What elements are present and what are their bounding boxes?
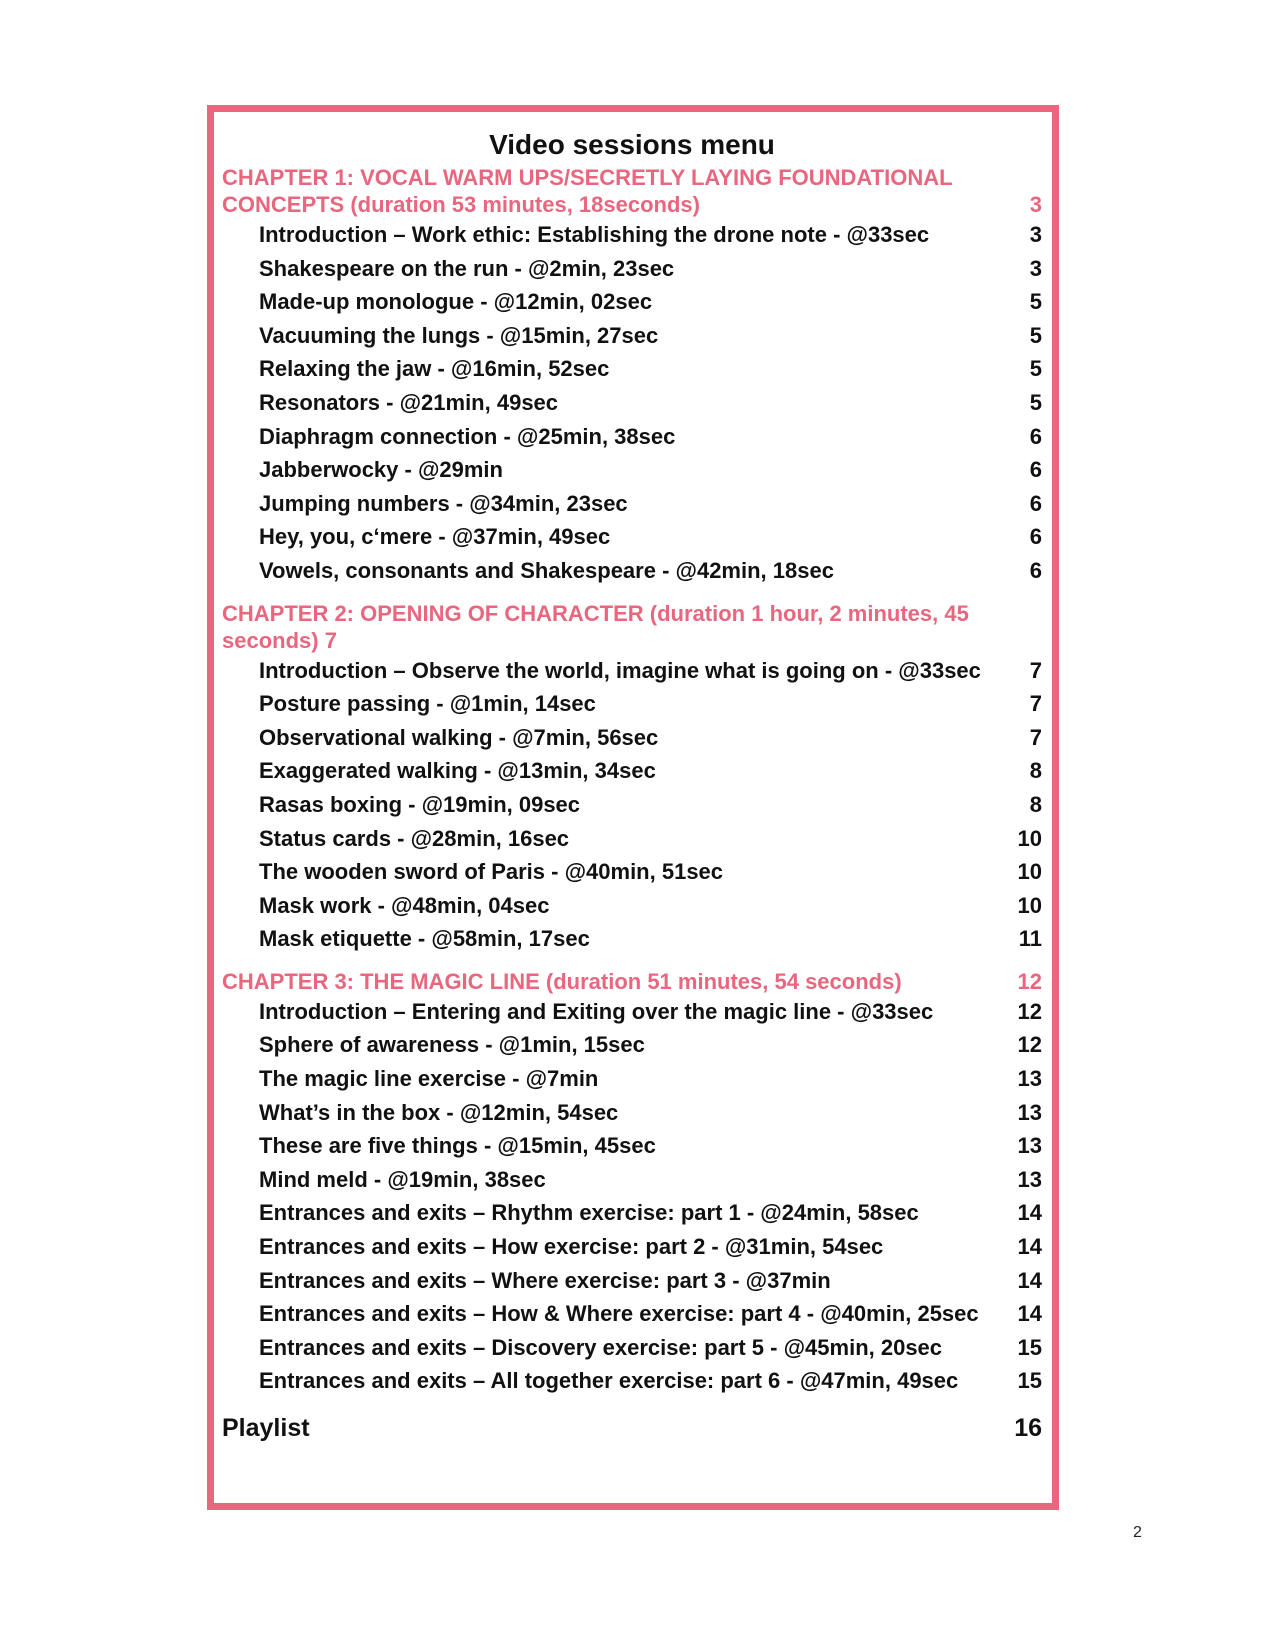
entry-label: Entrances and exits – Discovery exercise: part 5 - @45min, 20sec	[259, 1334, 943, 1360]
toc-entry[interactable]	[222, 721, 1042, 755]
entry-label: Relaxing the jaw - @16min, 52sec	[259, 356, 610, 382]
toc-entry[interactable]	[222, 1264, 1042, 1298]
chapter-page: 3	[1029, 192, 1042, 217]
toc-entry[interactable]	[222, 1230, 1042, 1264]
entry-label: Entrances and exits – Where exercise: part 3 - @37min	[259, 1267, 831, 1293]
entry-page: 6	[1029, 457, 1042, 483]
entry-page: 6	[1029, 557, 1042, 583]
entry-label: These are five things - @15min, 45sec	[259, 1133, 656, 1159]
entry-page: 6	[1029, 524, 1042, 550]
toc-entry[interactable]	[222, 453, 1042, 487]
page-number: 2	[1133, 1524, 1142, 1541]
entry-label: The wooden sword of Paris - @40min, 51sec	[259, 859, 724, 885]
chapter-heading[interactable]	[222, 968, 1042, 995]
entry-label: Vacuuming the lungs - @15min, 27sec	[259, 322, 659, 348]
entry-page: 14	[1017, 1234, 1042, 1260]
entry-page: 3	[1029, 255, 1042, 281]
entry-page: 10	[1017, 825, 1042, 851]
entry-label: Mask work - @48min, 04sec	[259, 892, 550, 918]
chapter-1	[222, 164, 1042, 588]
toc-entry[interactable]	[222, 1096, 1042, 1130]
entry-label: Jumping numbers - @34min, 23sec	[259, 490, 628, 516]
entry-page: 12	[1017, 1032, 1042, 1058]
entry-page: 8	[1029, 758, 1042, 784]
chapter-entries	[222, 995, 1042, 1398]
toc-entry[interactable]	[222, 1297, 1042, 1331]
toc-entry[interactable]	[222, 855, 1042, 889]
entry-label: The magic line exercise - @7min	[259, 1066, 599, 1092]
entry-page: 15	[1017, 1368, 1042, 1394]
entry-page: 13	[1017, 1133, 1042, 1159]
entry-label: Jabberwocky - @29min	[259, 457, 503, 483]
toc-entry[interactable]	[222, 1364, 1042, 1398]
toc-title: Video sessions menu	[489, 129, 775, 160]
toc-entry[interactable]	[222, 386, 1042, 420]
entry-label: Mind meld - @19min, 38sec	[259, 1166, 546, 1192]
entry-page: 6	[1029, 423, 1042, 449]
entry-label: Diaphragm connection - @25min, 38sec	[259, 423, 676, 449]
playlist-entry[interactable]	[222, 1410, 1042, 1446]
toc-entry[interactable]	[222, 922, 1042, 956]
entry-label: What’s in the box - @12min, 54sec	[259, 1099, 619, 1125]
entry-page: 7	[1029, 691, 1042, 717]
toc-entry[interactable]	[222, 889, 1042, 923]
chapter-title: CHAPTER 1: VOCAL WARM UPS/SECRETLY LAYING FOUNDATIONAL CONCEPTS (duration 53 minutes, 18seconds)	[222, 165, 953, 217]
entry-page: 6	[1029, 490, 1042, 516]
entry-page: 13	[1017, 1166, 1042, 1192]
playlist-label: Playlist	[222, 1414, 310, 1442]
entry-label: Rasas boxing - @19min, 09sec	[259, 791, 581, 817]
playlist-page: 16	[1014, 1414, 1042, 1442]
entry-page: 5	[1029, 389, 1042, 415]
entry-page: 10	[1017, 892, 1042, 918]
chapter-title: CHAPTER 3: THE MAGIC LINE (duration 51 minutes, 54 seconds)	[222, 968, 902, 994]
toc-entry[interactable]	[222, 788, 1042, 822]
toc-entry[interactable]	[222, 285, 1042, 319]
chapter-heading[interactable]	[222, 600, 1042, 654]
entry-label: Mask etiquette - @58min, 17sec	[259, 926, 590, 952]
toc-entry[interactable]	[222, 687, 1042, 721]
entry-page: 3	[1029, 222, 1042, 247]
entry-page: 5	[1029, 322, 1042, 348]
chapter-page: 7	[324, 627, 337, 653]
entry-label: Introduction – Entering and Exiting over the magic line - @33sec	[259, 998, 934, 1024]
entry-label: Introduction – Observe the world, imagine what is going on - @33sec	[259, 657, 981, 683]
toc-entry[interactable]	[222, 754, 1042, 788]
entry-page: 12	[1017, 998, 1042, 1024]
entry-page: 7	[1029, 657, 1042, 683]
chapter-2	[222, 600, 1042, 956]
entry-page: 7	[1029, 724, 1042, 750]
entry-page: 14	[1017, 1301, 1042, 1327]
toc-entry[interactable]	[222, 1163, 1042, 1197]
toc-entry[interactable]	[222, 822, 1042, 856]
entry-label: Resonators - @21min, 49sec	[259, 389, 559, 415]
entry-page: 14	[1017, 1200, 1042, 1226]
entry-label: Vowels, consonants and Shakespeare - @42min, 18sec	[259, 557, 834, 583]
entry-page: 8	[1029, 791, 1042, 817]
entry-label: Shakespeare on the run - @2min, 23sec	[259, 255, 675, 281]
entry-page: 13	[1017, 1099, 1042, 1125]
toc-entry[interactable]	[222, 218, 1042, 252]
entry-label: Observational walking - @7min, 56sec	[259, 724, 659, 750]
chapter-page: 12	[1017, 968, 1042, 994]
entry-label: Introduction – Work ethic: Establishing the drone note - @33sec	[259, 222, 930, 247]
entry-page: 14	[1017, 1267, 1042, 1293]
chapter-entries	[222, 654, 1042, 956]
entry-label: Exaggerated walking - @13min, 34sec	[259, 758, 656, 784]
entry-page: 5	[1029, 356, 1042, 382]
toc-entry[interactable]	[222, 420, 1042, 454]
entry-label: Posture passing - @1min, 14sec	[259, 691, 596, 717]
chapter-title: CHAPTER 2: OPENING OF CHARACTER (duration 1 hour, 2 minutes, 45 seconds)	[222, 600, 969, 653]
toc-entry[interactable]	[222, 1062, 1042, 1096]
toc-entry[interactable]	[222, 654, 1042, 688]
toc-entry[interactable]	[222, 1129, 1042, 1163]
chapter-entries	[222, 218, 1042, 588]
toc-entry[interactable]	[222, 252, 1042, 286]
toc-entry[interactable]	[222, 487, 1042, 521]
entry-label: Sphere of awareness - @1min, 15sec	[259, 1032, 645, 1058]
toc-entry[interactable]	[222, 319, 1042, 353]
entry-label: Entrances and exits – Rhythm exercise: part 1 - @24min, 58sec	[259, 1200, 919, 1226]
entry-label: Entrances and exits – All together exercise: part 6 - @47min, 49sec	[259, 1368, 959, 1394]
toc-box	[207, 105, 1059, 1510]
entry-page: 5	[1029, 289, 1042, 315]
toc-entry[interactable]	[222, 995, 1042, 1029]
toc-entry[interactable]	[222, 554, 1042, 588]
chapter-3	[222, 968, 1042, 1398]
entry-label: Entrances and exits – How & Where exercise: part 4 - @40min, 25sec	[259, 1301, 979, 1327]
entry-label: Made-up monologue - @12min, 02sec	[259, 289, 653, 315]
toc-entry[interactable]	[222, 1028, 1042, 1062]
chapter-heading[interactable]	[222, 164, 1042, 218]
toc-entry[interactable]	[222, 1196, 1042, 1230]
entry-page: 15	[1017, 1334, 1042, 1360]
entry-page: 13	[1017, 1066, 1042, 1092]
entry-label: Status cards - @28min, 16sec	[259, 825, 570, 851]
toc-entry[interactable]	[222, 1331, 1042, 1365]
entry-label: Entrances and exits – How exercise: part 2 - @31min, 54sec	[259, 1234, 884, 1260]
entry-label: Hey, you, c‘mere - @37min, 49sec	[259, 524, 611, 550]
toc-entry[interactable]	[222, 352, 1042, 386]
toc-entry[interactable]	[222, 520, 1042, 554]
entry-page: 11	[1018, 926, 1042, 952]
entry-page: 10	[1017, 859, 1042, 885]
